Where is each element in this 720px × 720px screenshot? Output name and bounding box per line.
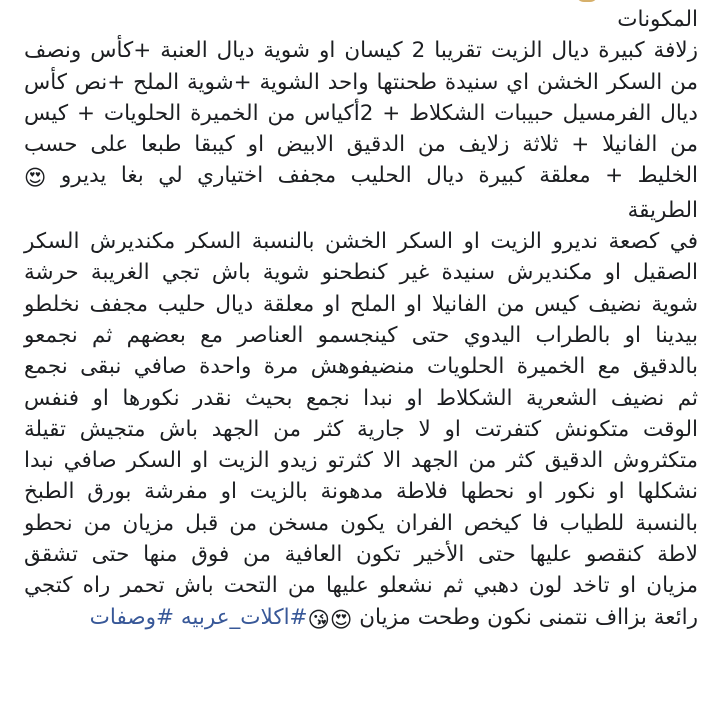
hashtag-link[interactable]: #اكلات_عربيه [180, 604, 308, 630]
method-line: الوقت متكونش كتفرتت او لا جارية كثر من الجهد باش متجيش تقيلة [24, 416, 698, 442]
kiss-emoji-icon: 😘 [307, 607, 330, 633]
method-line: ثم نضيف الشعرية الشكلاط او نبدا نجمع بحيث نقدر نكورها او فنفس [24, 385, 698, 411]
hashtag-link[interactable]: #وصفات [89, 604, 174, 630]
method-line: بالدقيق مع الخميرة الحلويات منضيفوهش مرة واحدة صافي نبقى نجمع [24, 354, 698, 380]
method-line: نشكلها او نكور او نحطها فلاطة مدهونة بالزيت او مفرشة بورق الطبخ [24, 479, 698, 505]
method-line: الصقيل او مكنديرش سنيدة غير كنطحنو شوية باش تجي الغريبة حرشة [24, 260, 698, 286]
ingredients-heading: المكونات [617, 7, 698, 32]
ingredients-line: من الفانيلا + ثلاثة زلايف من الدقيق الابيض او كيبقا طبعا على حسب [24, 132, 698, 158]
method-line: مزيان او تاخد لون دهبي ثم نشعلو عليها من التحت باش تحمر راه كتجي [24, 573, 698, 599]
heart-eyes-emoji-icon: 😍 [329, 607, 353, 633]
closing-line [24, 602, 698, 636]
method-line: بالنسبة للطياب فا كيخص الفران يكون مسخن من قبل مزيان من نحطو [24, 510, 698, 536]
avatar [576, 0, 598, 2]
method-line: بيدينا او بالطراب اليدوي حتى كينجسمو العناصر مع بعضهم ثم نجمعو [24, 322, 698, 348]
method-heading: الطريقة [627, 197, 698, 223]
method-line: متكثروش الدقيق كثر من الجهد الا كثرتو زيدو الزيت او السكر صافي نبدا [24, 448, 698, 474]
ingredients-line-text: الخليط + معلقة كبيرة ديال الحليب مجفف اختياري لي بغا يديرو [60, 163, 698, 189]
method-line: لاطة كنقصو عليها حتى الأخير تكون العافية من فوق منها حتى تشقق [24, 542, 698, 568]
ingredients-line: ديال الفرمسيل حبيبات الشكلاط + 2أكياس من الخميرة الحلويات + كيس [24, 100, 698, 126]
ingredients-line: من السكر الخشن اي سنيدة طحنتها واحد الشوية +شوية الملح +نص كأس [24, 69, 698, 95]
closing-text: رائعة بزااف نتمنى نكون وطحت مزيان [359, 604, 698, 630]
method-line: في كصعة نديرو الزيت او السكر الخشن بالنسبة السكر مكنديرش السكر [24, 229, 698, 255]
ingredients-line-with-emoji [24, 160, 698, 194]
ingredients-line: زلافة كبيرة ديال الزيت تقريبا 2 كيسان او شوية ديال العنبة +كأس ونصف [24, 38, 698, 64]
method-line: شوية نضيف كيس من الفانيلا او الملح او معلقة ديال حليب مجفف نخلطو [24, 291, 698, 317]
heart-eyes-emoji-icon: 😍 [24, 166, 47, 192]
